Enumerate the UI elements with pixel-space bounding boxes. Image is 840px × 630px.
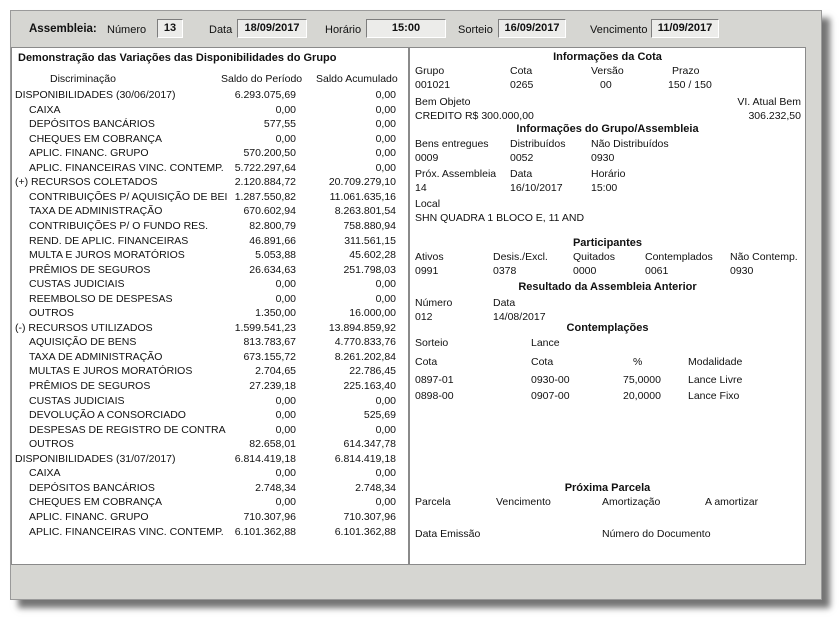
vencimento-field[interactable]: 11/09/2017 [651,19,719,38]
row-label: CHEQUES EM COBRANÇA [29,132,163,145]
amortizacao-label: Amortização [602,496,661,508]
row-label: OUTROS [29,438,74,451]
saldo-acumulado-value: 0,00 [375,496,396,509]
row-label: APLIC. FINANC. GRUPO [29,147,149,160]
table-row [12,526,404,540]
saldo-periodo-value: 6.814.419,18 [234,452,296,465]
numero-label: Número [107,24,147,36]
bens-entregues-value: 0009 [415,152,439,164]
row-label: CUSTAS JUDICIAIS [29,394,125,407]
prox-horario-label: Horário [591,168,626,180]
table-row [410,374,805,388]
saldo-acumulado-value: 4.770.833,76 [334,336,396,349]
sorteio-section-label: Sorteio [415,337,449,349]
row-label: DEPÓSITOS BANCÁRIOS [29,118,155,131]
grupo-label: Grupo [415,65,445,77]
cota-value: 0898-00 [415,390,454,402]
row-label: TAXA DE ADMINISTRAÇÃO [29,205,163,218]
lance-section-label: Lance [531,337,560,349]
table-row [12,438,404,452]
table-row [12,365,404,379]
saldo-periodo-value: 27.239,18 [249,380,296,392]
data-label: Data [209,24,233,36]
saldo-periodo-value: 673.155,72 [243,350,296,363]
table-row [12,162,404,176]
table-row [12,380,404,394]
row-label: (+) RECURSOS COLETADOS [15,176,158,189]
quitados-label: Quitados [573,251,616,263]
saldo-periodo-value: 46.891,66 [249,234,296,247]
row-label: CAIXA [29,103,61,116]
row-label: PRÊMIOS DE SEGUROS [29,380,151,392]
resultado-title: Resultado da Assembleia Anterior [518,281,697,293]
saldo-acumulado-value: 45.602,28 [349,249,396,262]
pct-value: 75,0000 [623,374,661,386]
nao-distribuidos-label: Não Distribuídos [591,138,669,150]
prox-horario-value: 15:00 [591,182,618,194]
saldo-periodo-value: 1.599.541,23 [234,321,296,334]
vencimento-label: Vencimento [590,24,648,36]
col-discriminacao: Discriminação [50,73,116,85]
saldo-periodo-value: 82.800,79 [249,219,296,232]
data-field[interactable]: 18/09/2017 [237,19,307,38]
proxima-parcela-title: Próxima Parcela [564,482,651,494]
table-row [12,409,404,423]
saldo-acumulado-value: 2.748,34 [355,481,396,494]
saldo-periodo-value: 710.307,96 [243,510,296,523]
horario-field[interactable]: 15:00 [366,19,446,38]
resultado-numero-value: 012 [415,311,433,323]
saldo-periodo-value: 813.783,67 [243,336,296,349]
saldo-periodo-value: 0,00 [275,278,296,291]
prox-assembleia-label: Próx. Assembleia [415,168,497,180]
row-label: CUSTAS JUDICIAIS [29,278,125,291]
saldo-acumulado-value: 0,00 [375,161,396,174]
numero-documento-label: Número do Documento [602,528,711,540]
row-label: REND. DE APLIC. FINANCEIRAS [29,234,189,247]
quota-info-panel [409,47,806,565]
row-label: DISPONIBILIDADES (30/06/2017) [15,89,176,101]
saldo-acumulado-value: 251.798,03 [343,263,396,276]
col-cota: Cota [415,356,438,368]
nao-distribuidos-value: 0930 [591,152,615,164]
saldo-periodo-value: 5.722.297,64 [234,161,296,174]
row-label: OUTROS [29,307,74,320]
row-label: AQUISIÇÃO DE BENS [29,336,137,349]
table-row [12,278,404,292]
info-grupo-title: Informações do Grupo/Assembleia [516,123,699,135]
row-label: (-) RECURSOS UTILIZADOS [15,321,153,334]
saldo-periodo-value: 0,00 [275,394,296,407]
table-row [12,293,404,307]
saldo-acumulado-value: 0,00 [375,394,396,407]
sorteio-label: Sorteio [458,24,493,36]
contemplados-value: 0061 [645,265,669,277]
col-pct: % [633,356,643,368]
cota-value: 0265 [510,79,534,91]
numero-field[interactable]: 13 [157,19,183,38]
saldo-periodo-value: 0,00 [275,423,296,436]
quitados-value: 0000 [573,265,597,277]
saldo-acumulado-value: 614.347,78 [343,438,396,451]
row-label: APLIC. FINANCEIRAS VINC. CONTEMP. [29,161,224,174]
table-row [12,264,404,278]
row-label: DESPESAS DE REGISTRO DE CONTRA [29,423,226,436]
local-label: Local [415,198,441,210]
table-row [12,176,404,190]
table-row [12,104,404,118]
row-label: MULTA E JUROS MORATÓRIOS [29,249,185,262]
lance-cota-value: 0907-00 [531,390,570,402]
table-row [12,89,404,103]
col-modalidade: Modalidade [688,356,743,368]
saldo-acumulado-value: 0,00 [375,118,396,131]
nao-contemp-label: Não Contemp. [730,251,798,263]
table-row [12,220,404,234]
prazo-value: 150 / 150 [668,79,712,91]
saldo-acumulado-value: 16.000,00 [349,307,396,320]
nao-contemp-value: 0930 [730,265,754,277]
lance-cota-value: 0930-00 [531,374,570,386]
saldo-acumulado-value: 6.101.362,88 [334,525,396,538]
saldo-acumulado-value: 525,69 [363,409,396,422]
bem-objeto-label: Bem Objeto [415,96,471,108]
bem-objeto-value: CREDITO R$ 300.000,00 [415,110,534,122]
row-label: DEVOLUÇÃO A CONSORCIADO [29,409,186,422]
modalidade-value: Lance Fixo [688,390,740,402]
saldo-acumulado-value: 13.894.859,92 [328,321,396,334]
cota-value: 0897-01 [415,374,454,386]
table-row [12,307,404,321]
table-row [12,205,404,219]
saldo-periodo-value: 670.602,94 [243,205,296,218]
versao-label: Versão [591,65,624,77]
horario-label: Horário [325,24,362,36]
table-row [12,453,404,467]
table-row [12,467,404,481]
saldo-acumulado-value: 0,00 [375,292,396,305]
saldo-periodo-value: 0,00 [275,409,296,422]
row-label: DISPONIBILIDADES (31/07/2017) [15,452,176,465]
table-row [12,424,404,438]
col-saldo-acumulado: Saldo Acumulado [316,73,398,85]
distribuidos-label: Distribuídos [510,138,566,150]
table-row [12,351,404,365]
contemplados-label: Contemplados [645,251,713,263]
saldo-acumulado-value: 22.786,45 [349,365,396,378]
table-row [12,322,404,336]
prox-data-label: Data [510,168,533,180]
desis-value: 0378 [493,265,517,277]
saldo-periodo-value: 26.634,63 [249,263,296,276]
col-lance-cota: Cota [531,356,554,368]
saldo-periodo-value: 0,00 [275,496,296,509]
row-label: REEMBOLSO DE DESPESAS [29,292,173,305]
saldo-periodo-value: 6.293.075,69 [234,89,296,101]
table-row [12,235,404,249]
saldo-periodo-value: 2.748,34 [255,481,296,494]
saldo-acumulado-value: 0,00 [375,423,396,436]
parcela-label: Parcela [415,496,451,508]
row-label: MULTAS E JUROS MORATÓRIOS [29,365,193,378]
saldo-periodo-value: 0,00 [275,467,296,480]
saldo-periodo-value: 82.658,01 [249,438,296,451]
saldo-periodo-value: 570.200,50 [243,147,296,160]
variations-panel [11,47,409,565]
row-label: PRÊMIOS DE SEGUROS [29,263,151,276]
saldo-periodo-value: 0,00 [275,292,296,305]
pct-value: 20,0000 [623,390,661,402]
resultado-data-label: Data [493,297,516,309]
saldo-periodo-value: 577,55 [263,118,296,131]
saldo-periodo-value: 0,00 [275,132,296,145]
saldo-acumulado-value: 758.880,94 [343,219,396,232]
versao-value: 00 [600,79,612,91]
info-cota-title: Informações da Cota [553,51,662,63]
parcela-vencimento-label: Vencimento [496,496,551,508]
grupo-value: 001021 [415,79,451,91]
row-label: CONTRIBUIÇÕES P/ AQUISIÇÃO DE BEI [29,190,228,203]
prox-assembleia-value: 14 [415,182,427,194]
distribuidos-value: 0052 [510,152,534,164]
local-value: SHN QUADRA 1 BLOCO E, 11 AND [415,212,585,224]
saldo-acumulado-value: 6.814.419,18 [334,452,396,465]
saldo-acumulado-value: 20.709.279,10 [328,176,396,189]
row-label: CONTRIBUIÇÕES P/ O FUNDO RES. [29,219,209,232]
resultado-numero-label: Número [415,297,453,309]
sorteio-field[interactable]: 16/09/2017 [498,19,566,38]
a-amortizar-label: A amortizar [705,496,759,508]
saldo-periodo-value: 5.053,88 [255,249,296,262]
participantes-title: Participantes [572,237,643,249]
prox-data-value: 16/10/2017 [510,182,563,194]
row-label: DEPÓSITOS BANCÁRIOS [29,481,155,494]
saldo-periodo-value: 1.287.550,82 [234,190,296,203]
saldo-periodo-value: 0,00 [275,103,296,116]
saldo-periodo-value: 2.704,65 [255,365,296,378]
saldo-acumulado-value: 0,00 [375,147,396,160]
row-label: APLIC. FINANC. GRUPO [29,510,149,523]
assembly-statement-window [10,10,822,600]
contemplacoes-title: Contemplações [566,322,649,334]
saldo-acumulado-value: 225.163,40 [343,380,396,392]
table-row [12,133,404,147]
row-label: APLIC. FINANCEIRAS VINC. CONTEMP. [29,525,224,538]
vl-atual-label: VI. Atual Bem [737,96,801,108]
saldo-acumulado-value: 11.061.635,16 [329,190,396,203]
modalidade-value: Lance Livre [688,374,743,386]
saldo-acumulado-value: 8.263.801,54 [334,205,396,218]
saldo-acumulado-value: 710.307,96 [343,510,396,523]
assembleia-label: Assembleia: [29,23,97,35]
saldo-periodo-value: 6.101.362,88 [234,525,296,538]
saldo-acumulado-value: 0,00 [375,132,396,145]
table-row [12,511,404,525]
variations-title: Demonstração das Variações das Disponibilidades do Grupo [18,52,337,64]
col-saldo-periodo: Saldo do Período [221,73,303,85]
vl-atual-value: 306.232,50 [748,110,801,122]
saldo-acumulado-value: 0,00 [375,89,396,101]
saldo-acumulado-value: 0,00 [375,103,396,116]
saldo-acumulado-value: 0,00 [375,467,396,480]
resultado-data-value: 14/08/2017 [493,311,546,323]
saldo-acumulado-value: 311.561,15 [344,234,396,247]
table-row [12,336,404,350]
prazo-label: Prazo [672,65,700,77]
table-row [12,191,404,205]
saldo-acumulado-value: 0,00 [375,278,396,291]
row-label: TAXA DE ADMINISTRAÇÃO [29,350,163,363]
table-row [12,249,404,263]
saldo-periodo-value: 1.350,00 [255,307,296,320]
bens-entregues-label: Bens entregues [415,138,489,150]
ativos-value: 0991 [415,265,439,277]
saldo-acumulado-value: 8.261.202,84 [334,350,396,363]
cota-label: Cota [510,65,533,77]
row-label: CAIXA [29,467,61,480]
ativos-label: Ativos [415,251,444,263]
row-label: CHEQUES EM COBRANÇA [29,496,163,509]
table-row [12,496,404,510]
table-row [12,395,404,409]
saldo-periodo-value: 2.120.884,72 [234,176,296,189]
table-row [12,118,404,132]
table-row [12,482,404,496]
table-row [410,390,805,404]
table-row [12,147,404,161]
desis-label: Desis./Excl. [493,251,548,263]
data-emissao-label: Data Emissão [415,528,481,540]
